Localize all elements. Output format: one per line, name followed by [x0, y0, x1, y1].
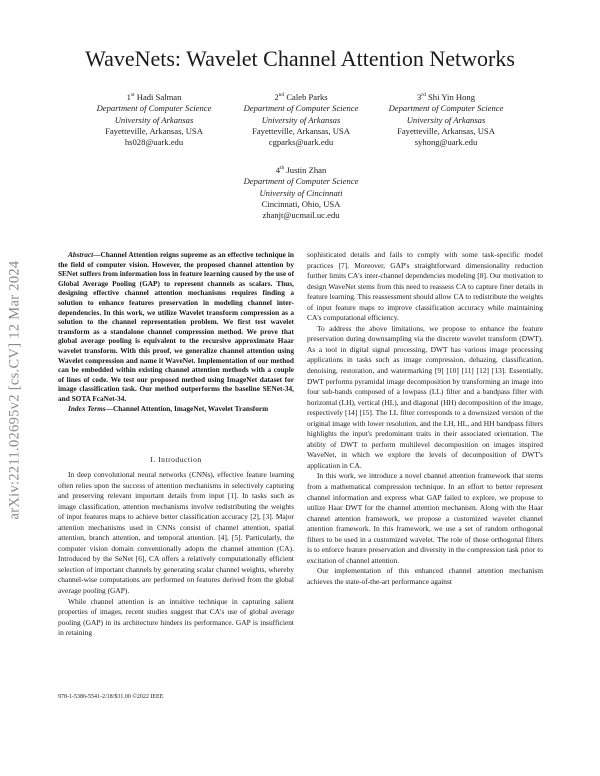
author-uni: University of Arkansas [406, 114, 486, 125]
author-block-3 [356, 90, 536, 149]
index-terms-text: —Channel Attention, ImageNet, Wavelet Transform [105, 403, 269, 413]
author-dept: Department of Computer Science [388, 103, 504, 114]
paper-title: WaveNets: Wavelet Channel Attention Networks [85, 46, 515, 71]
abstract-label: Abstract [68, 250, 94, 259]
author-email: cgparks@uark.edu [268, 137, 334, 148]
arxiv-watermark [0, 200, 30, 580]
author-name: 2nd Caleb Parks [274, 91, 328, 102]
author-dept: Department of Computer Science [96, 103, 212, 114]
author-uni: University of Arkansas [261, 114, 341, 125]
author-location: Fayetteville, Arkansas, USA [397, 126, 495, 137]
abstract-text: —Channel Attention reigns supreme as an effective technique in the field of computer vision. However, the proposed channel attention by SENet suffers from information loss in feature learning caused by the use of Global Average Pooling (GAP) to represent channels as scalars. Thus, designing effective channel attention mechanisms requires finding a solution to enhance features preservation in modeling channel inter-dependencies. In this work, we utilize Wavelet transform compression as a solution to the channel representation problem. We first test wavelet transform as a standalone channel compression method. We prove that global average pooling is equivalent to the recursive approximate Haar wavelet transform. With this proof, we generalize channel attention using Wavelet compression and name it WaveNet. Implementation of our method can be embedded within existing channel attention methods with a couple of lines of code. We test our proposed method using ImageNet dataset for image classification task. Our method outperforms the baseline SENet-34, and SOTA FcaNet-34. [58, 250, 294, 403]
paragraph: To address the above limitations, we propose to enhance the feature preservation during downsampling via the discrete wavelet transform (DWT). As a tool in digital signal processing, DWT has various image processing applications in tasks such as image compression, dehazing, classification, denoising, restoration, and watermarking [9] [10] [11] [12] [13]. Essentially, DWT performs pyramidal image decomposition by transforming an image into four sub-bands composed of a lowpass (LL) filter and a bandpass filter with horizontal (LH), vertical (HL), and diagonal (HH) decomposition of the image, respectively [14] [15]. The LL filter corresponds to a downsized version of the original image with lower resolution, and the LH, HL, and HH bandpass filters highlights the input's predominant traits in their associated orientation. The ability of DWT to perform multilevel decomposition on images inspired WaveNet, in which we explore the levels of decomposition of DWT's application in CA. [307, 323, 543, 470]
paragraph: In deep convolutional neural networks (CNNs), effective feature learning often relies upon the success of attention mechanisms in selectively capturing and preserving relevant important details from input [1]. In tasks such as image classification, attention mechanisms involve redistributing the weights of input features maps to achieve better classification accuracy [2], [3]. Major attention mechanisms used in CNNs consist of channel attention, spatial attention, branch attention, and temporal attention. [4], [5]. Particularly, the computer vision domain conventionally adopts the channel attention (CA). Introduced by the SeNet [6], CA offers a relatively computationally efficient selection of important channels by generating scalar channel weights, whereby channel-wise computations are performed on features derived from the global average pooling (GAP). [58, 470, 294, 596]
section-heading: I. Introduction [150, 455, 202, 464]
right-column-body [307, 250, 543, 588]
author-location: Cincinnati, Ohio, USA [261, 199, 341, 210]
paragraph: In this work, we introduce a novel channel attention framework that stems from a mathematical compression technique. In an effort to better represent channel information and express what GAP failed to explore, we propose to utilize Haar DWT for the channel attention mechanism. Along with the Haar channel attention framework, we propose a customized wavelet channel attention framework. In this framework, we use a set of random orthogonal filters to be used in a customized wavelet. The role of those orthogonal filters is to enforce feature preservation and diversity in the compression task prior to excitation of channel attention. [307, 471, 543, 565]
copyright-footer: 978-1-5386-5541-2/18/$31.00 ©2022 IEEE [58, 694, 164, 700]
author-block-4 [211, 163, 391, 222]
author-dept: Department of Computer Science [243, 176, 359, 187]
author-location: Fayetteville, Arkansas, USA [252, 126, 350, 137]
left-column-body [58, 470, 294, 639]
index-terms [58, 404, 294, 414]
index-terms-label: Index Terms [68, 403, 106, 413]
author-uni: University of Cincinnati [259, 187, 343, 198]
author-dept: Department of Computer Science [243, 103, 359, 114]
author-email: zhanjt@ucmail.uc.edu [262, 210, 340, 221]
arxiv-id: arXiv:2211.02695v2 [cs.CV] 12 Mar 2024 [6, 260, 23, 520]
abstract [58, 250, 294, 413]
author-email: syhong@uark.edu [414, 137, 478, 148]
paragraph: While channel attention is an intuitive technique in capturing salient properties of images, recent studies suggest that CA's use of global average pooling (GAP) in its architecture hinders its performance. GAP is insufficient in retaining [58, 596, 294, 638]
author-name: 1st Hadi Salman [126, 91, 182, 102]
paragraph: Our implementation of this enhanced channel attention mechanism achieves the state-of-the-art performance against [307, 566, 543, 586]
author-uni: University of Arkansas [114, 114, 194, 125]
author-location: Fayetteville, Arkansas, USA [105, 126, 203, 137]
author-email: hs028@uark.edu [124, 137, 184, 148]
author-name: 3rd Shi Yin Hong [416, 91, 475, 102]
paragraph: sophisticated details and fails to comply with some task-specific model practices [7]. Moreover, GAP's straightforward dimensionality reduction further limits CA's inter-channel dependencies modeling [8]. Our motivation to design WaveNet stems from this need to reassess CA to capture finer details in feature learning. This reassessment should allow CA to redistribute the weights of input feature maps to improve classification accuracy while maintaining CA's computational efficiency. [307, 250, 543, 323]
author-name: 4th Justin Zhan [275, 164, 327, 175]
abstract-paragraph [58, 250, 294, 404]
